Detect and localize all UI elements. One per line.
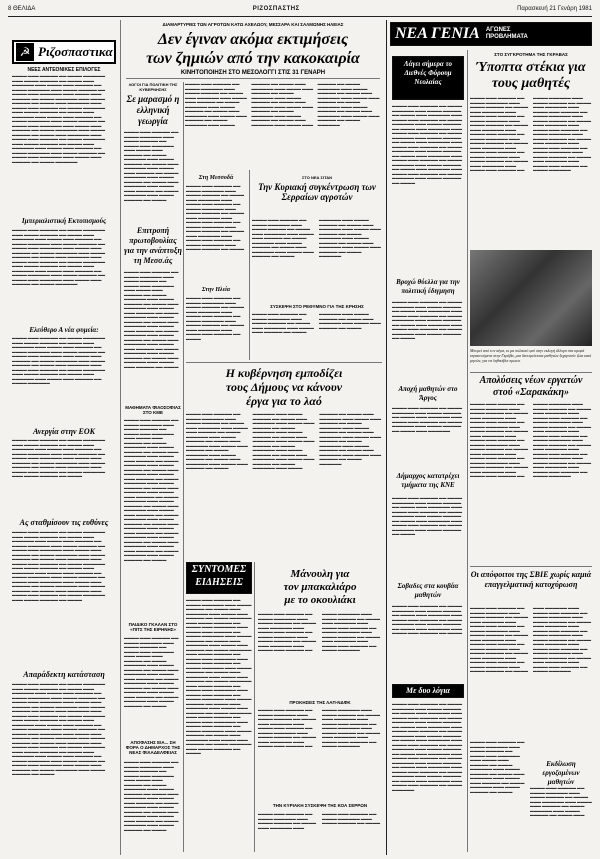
col2-text-block: ▬▬▬▬ ▬▬▬ ▬▬▬▬▬ ▬▬ ▬▬▬▬ ▬▬▬▬▬▬ ▬▬▬ ▬▬▬▬ ▬▬▬▬▬ ▬▬ ▬▬▬▬ ▬▬▬ ▬▬▬▬▬▬ ▬▬▬ ▬▬▬▬ ▬▬▬ ▬▬▬▬▬ ▬▬ ▬▬▬▬ ▬▬▬▬▬▬ ▬▬▬ ▬▬▬▬ ▬▬▬▬▬ ▬▬ ▬▬▬▬ ▬▬▬ ▬▬▬▬▬▬ ▬▬▬ ▬▬▬▬ ▬▬▬ ▬▬▬▬▬ ▬▬ ▬▬▬▬ ▬▬▬▬▬▬ ▬▬▬ ▬▬▬▬ ▬▬▬▬▬ ▬▬ ▬▬▬▬ ▬▬▬ ▬▬▬▬▬▬ ▬▬▬ ▬▬▬▬ ▬▬▬ ▬▬▬▬▬ ▬▬ ▬▬▬▬ ▬▬▬▬▬▬ ▬▬▬ ▬▬▬▬ ▬▬▬▬▬ ▬▬ ▬▬▬▬ [124, 130, 179, 202]
right-headline-4: Εκδίλωση εργοζομένων μαθητών [542, 760, 580, 786]
manouli-line1: Μάνουλη για [290, 568, 350, 580]
syntomes-text-block: ▬▬▬▬ ▬▬▬ ▬▬▬▬▬ ▬▬ ▬▬▬▬ ▬▬▬▬▬▬ ▬▬▬ ▬▬▬▬ ▬▬▬▬▬ ▬▬ ▬▬▬▬ ▬▬▬ ▬▬▬▬▬▬ ▬▬▬ ▬▬▬▬ ▬▬▬ ▬▬▬▬▬ ▬▬ ▬▬▬▬ ▬▬▬▬▬▬ ▬▬▬ ▬▬▬▬ ▬▬▬▬▬ ▬▬ ▬▬▬▬ ▬▬▬ ▬▬▬▬▬▬ ▬▬▬ ▬▬▬▬ ▬▬▬ ▬▬▬▬▬ ▬▬ ▬▬▬▬ ▬▬▬▬▬▬ ▬▬▬ ▬▬▬▬ ▬▬▬▬▬ ▬▬ ▬▬▬▬ ▬▬▬ ▬▬▬▬▬▬ ▬▬▬ ▬▬▬▬ ▬▬▬ ▬▬▬▬▬ ▬▬ ▬▬▬▬ ▬▬▬▬▬▬ ▬▬▬ ▬▬▬▬ ▬▬▬▬▬ ▬▬ ▬▬▬▬ ▬▬▬ ▬▬▬▬▬▬ ▬▬▬ ▬▬▬▬ ▬▬▬ ▬▬▬▬▬ ▬▬ ▬▬▬▬ ▬▬▬▬▬▬ ▬▬▬ ▬▬▬▬ ▬▬▬▬▬ ▬▬ ▬▬▬▬ ▬▬▬ ▬▬▬▬▬▬ ▬▬▬ ▬▬▬▬ ▬▬▬ ▬▬▬▬▬ ▬▬ ▬▬▬▬ ▬▬▬▬▬▬ ▬▬▬ ▬▬▬▬ ▬▬▬▬▬ ▬▬ ▬▬▬▬ ▬▬▬ ▬▬▬▬▬▬ ▬▬▬ ▬▬▬▬ ▬▬▬ ▬▬▬▬▬ ▬▬ ▬▬▬▬ ▬▬▬▬▬▬ ▬▬▬ ▬▬▬▬ ▬▬▬▬▬ ▬▬ ▬▬▬▬ ▬▬▬ ▬▬▬▬▬▬ ▬▬▬ ▬▬▬▬ ▬▬▬ ▬▬▬▬▬ ▬▬ ▬▬▬▬ ▬▬▬▬▬▬ ▬▬▬ ▬▬▬▬ ▬▬▬▬▬ ▬▬ ▬▬▬▬ ▬▬▬ ▬▬▬▬▬▬ ▬▬▬ ▬▬▬▬ ▬▬▬ ▬▬▬▬▬ ▬▬ ▬▬▬▬ ▬▬▬▬▬▬ ▬▬▬ ▬▬▬▬ ▬▬▬▬▬ ▬▬ ▬▬▬▬ ▬▬▬ ▬▬▬▬▬▬ ▬▬▬ ▬▬▬▬ ▬▬▬ ▬▬▬▬▬ ▬▬ ▬▬▬▬ ▬▬▬▬▬▬ ▬▬▬ ▬▬▬▬ ▬▬▬▬▬ ▬▬ ▬▬▬▬ [186, 598, 252, 755]
hammer-sickle-icon: ☭ [16, 43, 34, 61]
forum-headline: Λάγει σήμερα το Διεθνές Φόρουμ Νεολαίας [403, 60, 453, 86]
col2-text-block: ▬▬▬▬ ▬▬▬ ▬▬▬▬▬ ▬▬ ▬▬▬▬ ▬▬▬▬▬▬ ▬▬▬ ▬▬▬▬ ▬▬▬▬▬ ▬▬ ▬▬▬▬ ▬▬▬ ▬▬▬▬▬▬ ▬▬▬ ▬▬▬▬ ▬▬▬ ▬▬▬▬▬ ▬▬ ▬▬▬▬ ▬▬▬▬▬▬ ▬▬▬ ▬▬▬▬ ▬▬▬▬▬ ▬▬ ▬▬▬▬ ▬▬▬ ▬▬▬▬▬▬ ▬▬▬ ▬▬▬▬ ▬▬▬ ▬▬▬▬▬ ▬▬ ▬▬▬▬ ▬▬▬▬▬▬ ▬▬▬ ▬▬▬▬ ▬▬▬▬▬ ▬▬ ▬▬▬▬ ▬▬▬ ▬▬▬▬▬▬ ▬▬▬ ▬▬▬▬ ▬▬▬ ▬▬▬▬▬ ▬▬ ▬▬▬▬ ▬▬▬▬▬▬ ▬▬▬ ▬▬▬▬ ▬▬▬▬▬ ▬▬ ▬▬▬▬ ▬▬▬ ▬▬▬▬▬▬ ▬▬▬ ▬▬▬▬ ▬▬▬ ▬▬▬▬▬ ▬▬ ▬▬▬▬ ▬▬▬▬▬▬ ▬▬▬ ▬▬▬▬ ▬▬▬▬▬ ▬▬ ▬▬▬▬ ▬▬▬ ▬▬▬▬▬▬ ▬▬▬ ▬▬▬▬ ▬▬▬ ▬▬▬▬▬ ▬▬ ▬▬▬▬ ▬▬▬▬▬▬ ▬▬▬ ▬▬▬▬ ▬▬▬▬▬ ▬▬ ▬▬▬▬ ▬▬▬ ▬▬▬▬▬▬ ▬▬▬ ▬▬▬▬ ▬▬▬ ▬▬▬▬▬ ▬▬ ▬▬▬▬ ▬▬▬▬▬▬ ▬▬▬ ▬▬▬▬ ▬▬▬▬▬ ▬▬ ▬▬▬▬ ▬▬▬ ▬▬▬▬▬▬ ▬▬▬ ▬▬▬▬ ▬▬▬ ▬▬▬▬▬ ▬▬ ▬▬▬▬ ▬▬▬▬▬▬ ▬▬▬ ▬▬▬▬ ▬▬▬▬▬ ▬▬ ▬▬▬▬ [124, 418, 179, 562]
page-number: 8 ΘΕΛΙΔΑ [8, 6, 36, 12]
section-rule [186, 362, 382, 363]
right-headline-1: Ύποπτα στέκια για τους μαθητές [476, 60, 586, 91]
forum-box [392, 56, 464, 100]
nea-genia-headline-3: Δήμαρχος κατατρέχει τμήματα της ΚΝΕ [396, 472, 460, 489]
col2-text-block: ▬▬▬▬ ▬▬▬ ▬▬▬▬▬ ▬▬ ▬▬▬▬ ▬▬▬▬▬▬ ▬▬▬ ▬▬▬▬ ▬▬▬▬▬ ▬▬ ▬▬▬▬ ▬▬▬ ▬▬▬▬▬▬ ▬▬▬ ▬▬▬▬ ▬▬▬ ▬▬▬▬▬ ▬▬ ▬▬▬▬ ▬▬▬▬▬▬ ▬▬▬ ▬▬▬▬ ▬▬▬▬▬ ▬▬ ▬▬▬▬ ▬▬▬ ▬▬▬▬▬▬ ▬▬▬ ▬▬▬▬ ▬▬▬ ▬▬▬▬▬ ▬▬ ▬▬▬▬ ▬▬▬▬▬▬ ▬▬▬ ▬▬▬▬ ▬▬▬▬▬ ▬▬ ▬▬▬▬ ▬▬▬ ▬▬▬▬▬▬ ▬▬▬ ▬▬▬▬ ▬▬▬ ▬▬▬▬▬ ▬▬ ▬▬▬▬ ▬▬▬▬▬▬ ▬▬▬ ▬▬▬▬ ▬▬▬▬▬ ▬▬ ▬▬▬▬ [124, 636, 179, 708]
nea-genia-tag2: ΠΡΟΒΛΗΜΑΤΑ [485, 34, 528, 40]
section-rule [470, 566, 592, 567]
col3-headline-2: Στην Ηλεία [201, 287, 231, 293]
kyriaki-kicker: ΣΤΟ ΝΕΑ ΣΙΤΑΝ [302, 175, 332, 180]
syntomes-box [186, 562, 252, 594]
column-divider [467, 50, 468, 852]
nea-genia-text-block: ▬▬▬▬ ▬▬▬ ▬▬▬▬▬ ▬▬ ▬▬▬▬ ▬▬▬▬▬▬ ▬▬▬ ▬▬▬▬ ▬▬▬▬▬ ▬▬ ▬▬▬▬ ▬▬▬ ▬▬▬▬▬▬ ▬▬▬ ▬▬▬▬ ▬▬▬ ▬▬▬▬▬ ▬▬ ▬▬▬▬ ▬▬▬▬▬▬ ▬▬▬ ▬▬▬▬ ▬▬▬▬▬ ▬▬ ▬▬▬▬ ▬▬▬ ▬▬▬▬▬▬ [392, 406, 463, 433]
nea-genia-title: ΝΕΑ ΓΕΝΙΑ [395, 25, 480, 42]
col1-text-block: ▬▬▬▬ ▬▬▬ ▬▬▬▬▬ ▬▬ ▬▬▬▬ ▬▬▬▬▬▬ ▬▬▬ ▬▬▬▬ ▬▬▬▬▬ ▬▬ ▬▬▬▬ ▬▬▬ ▬▬▬▬▬▬ ▬▬▬ ▬▬▬▬ ▬▬▬ ▬▬▬▬▬ ▬▬ ▬▬▬▬ ▬▬▬▬▬▬ ▬▬▬ ▬▬▬▬ ▬▬▬▬▬ ▬▬ ▬▬▬▬ ▬▬▬ ▬▬▬▬▬▬ ▬▬▬ ▬▬▬▬ ▬▬▬ ▬▬▬▬▬ ▬▬ ▬▬▬▬ ▬▬▬▬▬▬ ▬▬▬ ▬▬▬▬ ▬▬▬▬▬ ▬▬ ▬▬▬▬ ▬▬▬ ▬▬▬▬▬▬ ▬▬▬ ▬▬▬▬ ▬▬▬ ▬▬▬▬▬ ▬▬ ▬▬▬▬ ▬▬▬▬▬▬ ▬▬▬ ▬▬▬▬ ▬▬▬▬▬ ▬▬ ▬▬▬▬ ▬▬▬ ▬▬▬▬▬▬ ▬▬▬ ▬▬▬▬ ▬▬▬ ▬▬▬▬▬ ▬▬ ▬▬▬▬ ▬▬▬▬▬▬ [12, 336, 106, 385]
me-dyo-logia-box [392, 684, 464, 698]
col2-headline-5: ΑΠΟΦΑΣΗΣ ΕΙΑ... ΣΗ ΦΟΡΑ Ο ΔΗΜΑΡΧΟΣ ΤΗΣ ΝΕΑΣ ΦΙΛΑΔΕΛΦΕΙΑΣ [125, 740, 181, 755]
nea-genia-text-block: ▬▬▬▬ ▬▬▬ ▬▬▬▬▬ ▬▬ ▬▬▬▬ ▬▬▬▬▬▬ ▬▬▬ ▬▬▬▬ ▬▬▬▬▬ ▬▬ ▬▬▬▬ ▬▬▬ ▬▬▬▬▬▬ ▬▬▬ ▬▬▬▬ ▬▬▬ ▬▬▬▬▬ ▬▬ ▬▬▬▬ ▬▬▬▬▬▬ ▬▬▬ ▬▬▬▬ ▬▬▬▬▬ ▬▬ ▬▬▬▬ ▬▬▬ ▬▬▬▬▬▬ ▬▬▬ ▬▬▬▬ ▬▬▬ ▬▬▬▬▬ ▬▬ ▬▬▬▬ ▬▬▬▬▬▬ ▬▬▬ ▬▬▬▬ ▬▬▬▬▬ ▬▬ ▬▬▬▬ [392, 496, 463, 536]
kyvernisi-line2: τους Δήμους να κάνουν [225, 380, 343, 394]
col1-text-block: ▬▬▬▬ ▬▬▬ ▬▬▬▬▬ ▬▬ ▬▬▬▬ ▬▬▬▬▬▬ ▬▬▬ ▬▬▬▬ ▬▬▬▬▬ ▬▬ ▬▬▬▬ ▬▬▬ ▬▬▬▬▬▬ ▬▬▬ ▬▬▬▬ ▬▬▬ ▬▬▬▬▬ ▬▬ ▬▬▬▬ ▬▬▬▬▬▬ ▬▬▬ ▬▬▬▬ ▬▬▬▬▬ ▬▬ ▬▬▬▬ ▬▬▬ ▬▬▬▬▬▬ ▬▬▬ ▬▬▬▬ ▬▬▬ ▬▬▬▬▬ ▬▬ ▬▬▬▬ ▬▬▬▬▬▬ ▬▬▬ ▬▬▬▬ ▬▬▬▬▬ ▬▬ ▬▬▬▬ ▬▬▬ ▬▬▬▬▬▬ ▬▬▬ ▬▬▬▬ ▬▬▬ ▬▬▬▬▬ ▬▬ ▬▬▬▬ ▬▬▬▬▬▬ ▬▬▬ ▬▬▬▬ ▬▬▬▬▬ ▬▬ ▬▬▬▬ ▬▬▬ ▬▬▬▬▬▬ ▬▬▬ ▬▬▬▬ ▬▬▬ ▬▬▬▬▬ ▬▬ ▬▬▬▬ ▬▬▬▬▬▬ ▬▬▬ ▬▬▬▬ ▬▬▬▬▬ ▬▬ ▬▬▬▬ ▬▬▬ ▬▬▬▬▬▬ ▬▬▬ ▬▬▬▬ ▬▬▬ ▬▬▬▬▬ ▬▬ ▬▬▬▬ ▬▬▬▬▬▬ [12, 228, 106, 286]
syntomes-line2: ΕΙΔΗΣΕΙΣ [195, 577, 243, 588]
col1-kicker: ΝΕΕΣ ΑΝΤΕΟΝΙΚΕΣ ΕΠΙΛΟΓΕΣ [27, 67, 101, 73]
photo-caption: Μπορεί από τον αέρα, κι μα πολιτικό φεύ στην εκλογή έλλογα στα κρυφά κηπαινούμενα στην Γκράβα, μια δευτερεύουσα μαθητών ξεχαρνούν ζώα κακί μηνών, για να ληθικέβιπ πρωτα. [470, 348, 592, 363]
col1-text-block: ▬▬▬▬ ▬▬▬ ▬▬▬▬▬ ▬▬ ▬▬▬▬ ▬▬▬▬▬▬ ▬▬▬ ▬▬▬▬ ▬▬▬▬▬ ▬▬ ▬▬▬▬ ▬▬▬ ▬▬▬▬▬▬ ▬▬▬ ▬▬▬▬ ▬▬▬ ▬▬▬▬▬ ▬▬ ▬▬▬▬ ▬▬▬▬▬▬ ▬▬▬ ▬▬▬▬ ▬▬▬▬▬ ▬▬ ▬▬▬▬ ▬▬▬ ▬▬▬▬▬▬ ▬▬▬ ▬▬▬▬ ▬▬▬ ▬▬▬▬▬ ▬▬ ▬▬▬▬ ▬▬▬▬▬▬ ▬▬▬ ▬▬▬▬ ▬▬▬▬▬ ▬▬ ▬▬▬▬ ▬▬▬ ▬▬▬▬▬▬ ▬▬▬ ▬▬▬▬ ▬▬▬ ▬▬▬▬▬ ▬▬ ▬▬▬▬ ▬▬▬▬▬▬ ▬▬▬ ▬▬▬▬ ▬▬▬▬▬ ▬▬ ▬▬▬▬ ▬▬▬ ▬▬▬▬▬▬ ▬▬▬ ▬▬▬▬ ▬▬▬ ▬▬▬▬▬ ▬▬ ▬▬▬▬ ▬▬▬▬▬▬ ▬▬▬ ▬▬▬▬ ▬▬▬▬▬ ▬▬ ▬▬▬▬ ▬▬▬ ▬▬▬▬▬▬ ▬▬▬ ▬▬▬▬ ▬▬▬ ▬▬▬▬▬ ▬▬ ▬▬▬▬ ▬▬▬▬▬▬ ▬▬▬ ▬▬▬▬ ▬▬▬▬▬ ▬▬ ▬▬▬▬ ▬▬▬ ▬▬▬▬▬▬ ▬▬▬ ▬▬▬▬ ▬▬▬ ▬▬▬▬▬ ▬▬ ▬▬▬▬ ▬▬▬▬▬▬ ▬▬▬ ▬▬▬▬ ▬▬▬▬▬ ▬▬ ▬▬▬▬ ▬▬▬ ▬▬▬▬▬▬ ▬▬▬ ▬▬▬▬ ▬▬▬ ▬▬▬▬▬ ▬▬ ▬▬▬▬ ▬▬▬▬▬▬ ▬▬▬ ▬▬▬▬ ▬▬▬▬▬ ▬▬ ▬▬▬▬ ▬▬▬ ▬▬▬▬▬▬ ▬▬▬ ▬▬▬▬ ▬▬▬ ▬▬▬▬▬ ▬▬ ▬▬▬▬ ▬▬▬▬▬▬ [12, 74, 106, 164]
column-divider [254, 562, 255, 852]
nea-genia-headline-1: Βροχώ θύελλα για την πολιτική έδιγμηση [396, 278, 460, 295]
rizospastika-logo [12, 40, 116, 64]
kyriaki-headline: Την Κυριακή συγκέντρωση των Σερραίων αγροτών [258, 182, 376, 202]
col2-headline-3: ΜΑΘΗΜΑΤΑ ΦΙΛΟΣΟΦΙΑΣ ΣΤΟ ΚΜΕ [125, 405, 181, 415]
col2-headline-4: ΠΑΙΔΙΚΟ ΓΚΑΛΑΝ ΣΤΟ «ΠΙΤΣ ΤΗΣ ΕΙΡΗΝΗΣ» [128, 622, 178, 632]
manouli-text-block: ▬▬▬▬ ▬▬▬ ▬▬▬▬▬ ▬▬ ▬▬▬▬ ▬▬▬▬▬▬ ▬▬▬ ▬▬▬▬ ▬▬▬▬▬ ▬▬ ▬▬▬▬ ▬▬▬ ▬▬▬▬▬▬ ▬▬▬ ▬▬▬▬ ▬▬▬ ▬▬▬▬▬ ▬▬ ▬▬▬▬ ▬▬▬▬▬▬ ▬▬▬ ▬▬▬▬ ▬▬▬▬▬ ▬▬ ▬▬▬▬ ▬▬▬ ▬▬▬▬▬▬ ▬▬▬ ▬▬▬▬ ▬▬▬ ▬▬▬▬▬ ▬▬ ▬▬▬▬ ▬▬▬▬▬▬ ▬▬▬ ▬▬▬▬ ▬▬▬▬▬ ▬▬ ▬▬▬▬ ▬▬▬ ▬▬▬▬▬▬ ▬▬▬ ▬▬▬▬ ▬▬▬ ▬▬▬▬▬ ▬▬ ▬▬▬▬ ▬▬▬▬▬▬ ▬▬▬ ▬▬▬▬ ▬▬▬▬▬ ▬▬ ▬▬▬▬ ▬▬▬ ▬▬▬▬▬▬ ▬▬▬ ▬▬▬▬ ▬▬▬ ▬▬▬▬▬ ▬▬ ▬▬▬▬ ▬▬▬▬▬▬ [258, 708, 381, 748]
col2-headline-2: Επιτροπή πρωτοβουλίας για την ανάπτυξη τη Μεσσ.άς [124, 226, 182, 265]
banner-rule [126, 78, 380, 79]
kyriaki-text-block: ▬▬▬▬ ▬▬▬ ▬▬▬▬▬ ▬▬ ▬▬▬▬ ▬▬▬▬▬▬ ▬▬▬ ▬▬▬▬ ▬▬▬▬▬ ▬▬ ▬▬▬▬ ▬▬▬ ▬▬▬▬▬▬ ▬▬▬ ▬▬▬▬ ▬▬▬ ▬▬▬▬▬ ▬▬ ▬▬▬▬ ▬▬▬▬▬▬ ▬▬▬ ▬▬▬▬ ▬▬▬▬▬ ▬▬ ▬▬▬▬ ▬▬▬ ▬▬▬▬▬▬ ▬▬▬ ▬▬▬▬ ▬▬▬ ▬▬▬▬▬ ▬▬ ▬▬▬▬ [252, 312, 381, 334]
col2-text-block: ▬▬▬▬ ▬▬▬ ▬▬▬▬▬ ▬▬ ▬▬▬▬ ▬▬▬▬▬▬ ▬▬▬ ▬▬▬▬ ▬▬▬▬▬ ▬▬ ▬▬▬▬ ▬▬▬ ▬▬▬▬▬▬ ▬▬▬ ▬▬▬▬ ▬▬▬ ▬▬▬▬▬ ▬▬ ▬▬▬▬ ▬▬▬▬▬▬ ▬▬▬ ▬▬▬▬ ▬▬▬▬▬ ▬▬ ▬▬▬▬ ▬▬▬ ▬▬▬▬▬▬ ▬▬▬ ▬▬▬▬ ▬▬▬ ▬▬▬▬▬ ▬▬ ▬▬▬▬ ▬▬▬▬▬▬ ▬▬▬ ▬▬▬▬ ▬▬▬▬▬ ▬▬ ▬▬▬▬ ▬▬▬ ▬▬▬▬▬▬ ▬▬▬ ▬▬▬▬ ▬▬▬ ▬▬▬▬▬ ▬▬ ▬▬▬▬ ▬▬▬▬▬▬ ▬▬▬ ▬▬▬▬ ▬▬▬▬▬ ▬▬ ▬▬▬▬ ▬▬▬ ▬▬▬▬▬▬ ▬▬▬ ▬▬▬▬ ▬▬▬ ▬▬▬▬▬ ▬▬ ▬▬▬▬ ▬▬▬▬▬▬ ▬▬▬ ▬▬▬▬ ▬▬▬▬▬ ▬▬ ▬▬▬▬ ▬▬▬ ▬▬▬▬▬▬ ▬▬▬ ▬▬▬▬ ▬▬▬ ▬▬▬▬▬ ▬▬ ▬▬▬▬ [124, 270, 179, 369]
col1-headline-3: Ανεργία στην ΕΟΚ [33, 427, 95, 436]
right-text-block: ▬▬▬▬ ▬▬▬ ▬▬▬▬▬ ▬▬ ▬▬▬▬ ▬▬▬▬▬▬ ▬▬▬ ▬▬▬▬ ▬▬▬▬▬ ▬▬ ▬▬▬▬ ▬▬▬ ▬▬▬▬▬▬ ▬▬▬ ▬▬▬▬ ▬▬▬ ▬▬▬▬▬ ▬▬ ▬▬▬▬ ▬▬▬▬▬▬ ▬▬▬ ▬▬▬▬ ▬▬▬▬▬ ▬▬ ▬▬▬▬ ▬▬▬ ▬▬▬▬▬▬ ▬▬▬ ▬▬▬▬ ▬▬▬ ▬▬▬▬▬ ▬▬ ▬▬▬▬ ▬▬▬▬▬▬ ▬▬▬ ▬▬▬▬ ▬▬▬▬▬ ▬▬ ▬▬▬▬ ▬▬▬ ▬▬▬▬▬▬ ▬▬▬ ▬▬▬▬ ▬▬▬ ▬▬▬▬▬ ▬▬ ▬▬▬▬ ▬▬▬▬▬▬ ▬▬▬ ▬▬▬▬ ▬▬▬▬▬ ▬▬ ▬▬▬▬ ▬▬▬ ▬▬▬▬▬▬ ▬▬▬ ▬▬▬▬ ▬▬▬ ▬▬▬▬▬ ▬▬ ▬▬▬▬ ▬▬▬▬▬▬ ▬▬▬ ▬▬▬▬ ▬▬▬▬▬ ▬▬ ▬▬▬▬ ▬▬▬ ▬▬▬▬▬▬ ▬▬▬ ▬▬▬▬ ▬▬▬ ▬▬▬▬▬ ▬▬ ▬▬▬▬ ▬▬▬▬▬▬ ▬▬▬ ▬▬▬▬ ▬▬▬▬▬ ▬▬ ▬▬▬▬ ▬▬▬ ▬▬▬▬▬▬ ▬▬▬ ▬▬▬▬ ▬▬▬ ▬▬▬▬▬ ▬▬ ▬▬▬▬ ▬▬▬▬▬▬ ▬▬▬ ▬▬▬▬ ▬▬▬▬▬ ▬▬ ▬▬▬▬ ▬▬▬ ▬▬▬▬▬▬ ▬▬▬ ▬▬▬▬ ▬▬▬ ▬▬▬▬▬ ▬▬ ▬▬▬▬ ▬▬▬▬▬▬ [470, 606, 592, 673]
right-headline-3: Οι απόφοιτοι της ΣΒΙΕ χωρίς καμιά επαγγελματική κατοχύρωση [470, 570, 592, 589]
col3-text-block: ▬▬▬▬ ▬▬▬ ▬▬▬▬▬ ▬▬ ▬▬▬▬ ▬▬▬▬▬▬ ▬▬▬ ▬▬▬▬ ▬▬▬▬▬ ▬▬ ▬▬▬▬ ▬▬▬ ▬▬▬▬▬▬ ▬▬▬ ▬▬▬▬ ▬▬▬ ▬▬▬▬▬ ▬▬ ▬▬▬▬ ▬▬▬▬▬▬ ▬▬▬ ▬▬▬▬ ▬▬▬▬▬ ▬▬ ▬▬▬▬ ▬▬▬ ▬▬▬▬▬▬ ▬▬▬ ▬▬▬▬ ▬▬▬ ▬▬▬▬▬ ▬▬ ▬▬▬▬ ▬▬▬▬▬▬ ▬▬▬ ▬▬▬▬ ▬▬▬▬▬ ▬▬ ▬▬▬▬ ▬▬▬ ▬▬▬▬▬▬ ▬▬▬ ▬▬▬▬ ▬▬▬ ▬▬▬▬▬ ▬▬ ▬▬▬▬ ▬▬▬▬▬▬ ▬▬▬ ▬▬▬▬ ▬▬▬▬▬ ▬▬ ▬▬▬▬ [186, 184, 245, 251]
paper-title: ΡΙΖΟΣΠΑΣΤΗΣ [252, 6, 300, 12]
col1-text-block: ▬▬▬▬ ▬▬▬ ▬▬▬▬▬ ▬▬ ▬▬▬▬ ▬▬▬▬▬▬ ▬▬▬ ▬▬▬▬ ▬▬▬▬▬ ▬▬ ▬▬▬▬ ▬▬▬ ▬▬▬▬▬▬ ▬▬▬ ▬▬▬▬ ▬▬▬ ▬▬▬▬▬ ▬▬ ▬▬▬▬ ▬▬▬▬▬▬ ▬▬▬ ▬▬▬▬ ▬▬▬▬▬ ▬▬ ▬▬▬▬ ▬▬▬ ▬▬▬▬▬▬ ▬▬▬ ▬▬▬▬ ▬▬▬ ▬▬▬▬▬ ▬▬ ▬▬▬▬ ▬▬▬▬▬▬ ▬▬▬ ▬▬▬▬ ▬▬▬▬▬ ▬▬ ▬▬▬▬ ▬▬▬ ▬▬▬▬▬▬ ▬▬▬ ▬▬▬▬ ▬▬▬ ▬▬▬▬▬ ▬▬ ▬▬▬▬ ▬▬▬▬▬▬ ▬▬▬ ▬▬▬▬ ▬▬▬▬▬ ▬▬ ▬▬▬▬ ▬▬▬ ▬▬▬▬▬▬ ▬▬▬ ▬▬▬▬ ▬▬▬ ▬▬▬▬▬ ▬▬ ▬▬▬▬ ▬▬▬▬▬▬ ▬▬▬ ▬▬▬▬ ▬▬▬▬▬ ▬▬ ▬▬▬▬ ▬▬▬ ▬▬▬▬▬▬ ▬▬▬ ▬▬▬▬ ▬▬▬ ▬▬▬▬▬ ▬▬ ▬▬▬▬ ▬▬▬▬▬▬ ▬▬▬ ▬▬▬▬ ▬▬▬▬▬ ▬▬ ▬▬▬▬ ▬▬▬ ▬▬▬▬▬▬ ▬▬▬ ▬▬▬▬ ▬▬▬ ▬▬▬▬▬ ▬▬ ▬▬▬▬ ▬▬▬▬▬▬ ▬▬▬ ▬▬▬▬ ▬▬▬▬▬ ▬▬ ▬▬▬▬ [12, 530, 106, 602]
nea-genia-banner [390, 22, 592, 46]
col1-headline-5: Απαράδεκτη κατάσταση [23, 670, 105, 679]
banner-headline-line2: των ζημιών από την κακοκαιρία [146, 50, 360, 67]
col1-text-block: ▬▬▬▬ ▬▬▬ ▬▬▬▬▬ ▬▬ ▬▬▬▬ ▬▬▬▬▬▬ ▬▬▬ ▬▬▬▬ ▬▬▬▬▬ ▬▬ ▬▬▬▬ ▬▬▬ ▬▬▬▬▬▬ ▬▬▬ ▬▬▬▬ ▬▬▬ ▬▬▬▬▬ ▬▬ ▬▬▬▬ ▬▬▬▬▬▬ ▬▬▬ ▬▬▬▬ ▬▬▬▬▬ ▬▬ ▬▬▬▬ ▬▬▬ ▬▬▬▬▬▬ ▬▬▬ ▬▬▬▬ ▬▬▬ ▬▬▬▬▬ ▬▬ ▬▬▬▬ ▬▬▬▬▬▬ ▬▬▬ ▬▬▬▬ ▬▬▬▬▬ ▬▬ ▬▬▬▬ ▬▬▬ ▬▬▬▬▬▬ ▬▬▬ ▬▬▬▬ ▬▬▬ ▬▬▬▬▬ ▬▬ ▬▬▬▬ ▬▬▬▬▬▬ ▬▬▬ ▬▬▬▬ ▬▬▬▬▬ ▬▬ ▬▬▬▬ [12, 438, 106, 478]
right-kicker: ΣΤΟ ΣΥΓΚΡΟΤΗΜΑ ΤΗΣ ΓΚΡΑΒΑΣ [494, 52, 568, 57]
col2-kicker: ΛΟΓΟΙ ΓΙΑ ΠΟΛΙΤΙΚΗ ΤΗΣ ΚΥΒΕΡΝΗΣΗΣ [128, 82, 178, 92]
right-text-block: ▬▬▬▬ ▬▬▬ ▬▬▬▬▬ ▬▬ ▬▬▬▬ ▬▬▬▬▬▬ ▬▬▬ ▬▬▬▬ ▬▬▬▬▬ ▬▬ ▬▬▬▬ ▬▬▬ ▬▬▬▬▬▬ ▬▬▬ ▬▬▬▬ ▬▬▬ ▬▬▬▬▬ ▬▬ ▬▬▬▬ ▬▬▬▬▬▬ ▬▬▬ ▬▬▬▬ ▬▬▬▬▬ ▬▬ ▬▬▬▬ ▬▬▬ ▬▬▬▬▬▬ ▬▬▬ ▬▬▬▬ ▬▬▬ ▬▬▬▬▬ ▬▬ ▬▬▬▬ ▬▬▬▬▬▬ ▬▬▬ ▬▬▬▬ ▬▬▬▬▬ ▬▬ ▬▬▬▬ ▬▬▬ ▬▬▬▬▬▬ ▬▬▬ ▬▬▬▬ ▬▬▬ ▬▬▬▬▬ ▬▬ ▬▬▬▬ ▬▬▬▬▬▬ ▬▬▬ ▬▬▬▬ ▬▬▬▬▬ ▬▬ ▬▬▬▬ ▬▬▬ ▬▬▬▬▬▬ ▬▬▬ ▬▬▬▬ ▬▬▬ ▬▬▬▬▬ ▬▬ ▬▬▬▬ ▬▬▬▬▬▬ ▬▬▬ ▬▬▬▬ ▬▬▬▬▬ ▬▬ ▬▬▬▬ ▬▬▬ ▬▬▬▬▬▬ ▬▬▬ ▬▬▬▬ ▬▬▬ ▬▬▬▬▬ ▬▬ ▬▬▬▬ ▬▬▬▬▬▬ ▬▬▬ ▬▬▬▬ ▬▬▬▬▬ ▬▬ ▬▬▬▬ ▬▬▬ ▬▬▬▬▬▬ ▬▬▬ ▬▬▬▬ ▬▬▬ ▬▬▬▬▬ ▬▬ ▬▬▬▬ ▬▬▬▬▬▬ ▬▬▬ ▬▬▬▬ ▬▬▬▬▬ ▬▬ ▬▬▬▬ ▬▬▬ ▬▬▬▬▬▬ ▬▬▬ ▬▬▬▬ ▬▬▬ ▬▬▬▬▬ ▬▬ ▬▬▬▬ ▬▬▬▬▬▬ ▬▬▬ ▬▬▬▬ ▬▬▬▬▬ ▬▬ ▬▬▬▬ ▬▬▬ ▬▬▬▬▬▬ ▬▬▬ ▬▬▬▬ ▬▬▬ ▬▬▬▬▬ ▬▬ ▬▬▬▬ ▬▬▬▬▬▬ [470, 402, 592, 478]
nea-genia-headline-4: Σοβαδες στα κουβάα μαθητών [397, 582, 459, 599]
kyvernisi-line1: Η κυβέρνηση εμποδίζει [225, 366, 343, 380]
nea-genia-text-block: ▬▬▬▬ ▬▬▬ ▬▬▬▬▬ ▬▬ ▬▬▬▬ ▬▬▬▬▬▬ ▬▬▬ ▬▬▬▬ ▬▬▬▬▬ ▬▬ ▬▬▬▬ ▬▬▬ ▬▬▬▬▬▬ ▬▬▬ ▬▬▬▬ ▬▬▬ ▬▬▬▬▬ ▬▬ ▬▬▬▬ ▬▬▬▬▬▬ ▬▬▬ ▬▬▬▬ ▬▬▬▬▬ ▬▬ ▬▬▬▬ ▬▬▬ ▬▬▬▬▬▬ ▬▬▬ ▬▬▬▬ ▬▬▬ ▬▬▬▬▬ ▬▬ ▬▬▬▬ [392, 604, 463, 635]
col1-headline-4: Ας σταθμίσουν τις ευθύνες [19, 518, 109, 527]
right-text-block: ▬▬▬▬ ▬▬▬ ▬▬▬▬▬ ▬▬ ▬▬▬▬ ▬▬▬▬▬▬ ▬▬▬ ▬▬▬▬ ▬▬▬▬▬ ▬▬ ▬▬▬▬ ▬▬▬ ▬▬▬▬▬▬ ▬▬▬ ▬▬▬▬ ▬▬▬ ▬▬▬▬▬ ▬▬ ▬▬▬▬ ▬▬▬▬▬▬ ▬▬▬ ▬▬▬▬ ▬▬▬▬▬ ▬▬ ▬▬▬▬ ▬▬▬ ▬▬▬▬▬▬ ▬▬▬ ▬▬▬▬ ▬▬▬ ▬▬▬▬▬ ▬▬ ▬▬▬▬ ▬▬▬▬▬▬ ▬▬▬ ▬▬▬▬ ▬▬▬▬▬ ▬▬ ▬▬▬▬ ▬▬▬ ▬▬▬▬▬▬ ▬▬▬ ▬▬▬▬ ▬▬▬ ▬▬▬▬▬ ▬▬ ▬▬▬▬ ▬▬▬▬▬▬ ▬▬▬ ▬▬▬▬ ▬▬▬▬▬ ▬▬ ▬▬▬▬ ▬▬▬ ▬▬▬▬▬▬ ▬▬▬ ▬▬▬▬ ▬▬▬ ▬▬▬▬▬ ▬▬ ▬▬▬▬ ▬▬▬▬▬▬ ▬▬▬ ▬▬▬▬ ▬▬▬▬▬ ▬▬ ▬▬▬▬ ▬▬▬ ▬▬▬▬▬▬ ▬▬▬ ▬▬▬▬ ▬▬▬ ▬▬▬▬▬ ▬▬ ▬▬▬▬ ▬▬▬▬▬▬ ▬▬▬ ▬▬▬▬ ▬▬▬▬▬ ▬▬ ▬▬▬▬ ▬▬▬ ▬▬▬▬▬▬ ▬▬▬ ▬▬▬▬ ▬▬▬ ▬▬▬▬▬ ▬▬ ▬▬▬▬ ▬▬▬▬▬▬ ▬▬▬ ▬▬▬▬ ▬▬▬▬▬ ▬▬ ▬▬▬▬ ▬▬▬ ▬▬▬▬▬▬ ▬▬▬ ▬▬▬▬ ▬▬▬ ▬▬▬▬▬ ▬▬ ▬▬▬▬ ▬▬▬▬▬▬ ▬▬▬ ▬▬▬▬ ▬▬▬▬▬ ▬▬ ▬▬▬▬ ▬▬▬ ▬▬▬▬▬▬ ▬▬▬ ▬▬▬▬ ▬▬▬ ▬▬▬▬▬ ▬▬ ▬▬▬▬ ▬▬▬▬▬▬ [470, 96, 592, 172]
students-photo [470, 250, 592, 346]
col2-text-block: ▬▬▬▬ ▬▬▬ ▬▬▬▬▬ ▬▬ ▬▬▬▬ ▬▬▬▬▬▬ ▬▬▬ ▬▬▬▬ ▬▬▬▬▬ ▬▬ ▬▬▬▬ ▬▬▬ ▬▬▬▬▬▬ ▬▬▬ ▬▬▬▬ ▬▬▬ ▬▬▬▬▬ ▬▬ ▬▬▬▬ ▬▬▬▬▬▬ ▬▬▬ ▬▬▬▬ ▬▬▬▬▬ ▬▬ ▬▬▬▬ ▬▬▬ ▬▬▬▬▬▬ ▬▬▬ ▬▬▬▬ ▬▬▬ ▬▬▬▬▬ ▬▬ ▬▬▬▬ ▬▬▬▬▬▬ ▬▬▬ ▬▬▬▬ ▬▬▬▬▬ ▬▬ ▬▬▬▬ ▬▬▬ ▬▬▬▬▬▬ ▬▬▬ ▬▬▬▬ ▬▬▬ ▬▬▬▬▬ ▬▬ ▬▬▬▬ ▬▬▬▬▬▬ ▬▬▬ ▬▬▬▬ ▬▬▬▬▬ ▬▬ ▬▬▬▬ [124, 760, 179, 832]
nea-genia-headline-2: Αποχή μαθητών στο Άργος [398, 385, 458, 402]
kyriaki-subhead: ΣΥΣΚΕΨΗ ΣΤΟ ΡΕΘΥΜΝΟ ΓΙΑ ΤΗΣ ΚΡΗΣΗΣ [270, 304, 364, 309]
manouli-text-block: ▬▬▬▬ ▬▬▬ ▬▬▬▬▬ ▬▬ ▬▬▬▬ ▬▬▬▬▬▬ ▬▬▬ ▬▬▬▬ ▬▬▬▬▬ ▬▬ ▬▬▬▬ ▬▬▬ ▬▬▬▬▬▬ ▬▬▬ ▬▬▬▬ ▬▬▬ ▬▬▬▬▬ ▬▬ ▬▬▬▬ ▬▬▬▬▬▬ ▬▬▬ ▬▬▬▬ ▬▬▬▬▬ ▬▬ ▬▬▬▬ ▬▬▬ ▬▬▬▬▬▬ ▬▬▬ ▬▬▬▬ ▬▬▬ ▬▬▬▬▬ ▬▬ ▬▬▬▬ ▬▬▬▬▬▬ ▬▬▬ ▬▬▬▬ ▬▬▬▬▬ ▬▬ ▬▬▬▬ ▬▬▬ ▬▬▬▬▬▬ ▬▬▬ ▬▬▬▬ ▬▬▬ ▬▬▬▬▬ ▬▬ ▬▬▬▬ ▬▬▬▬▬▬ ▬▬▬ ▬▬▬▬ ▬▬▬▬▬ ▬▬ ▬▬▬▬ ▬▬▬ ▬▬▬▬▬▬ ▬▬▬ ▬▬▬▬ ▬▬▬ ▬▬▬▬▬ ▬▬ ▬▬▬▬ ▬▬▬▬▬▬ [258, 612, 381, 652]
nea-genia-text-block: ▬▬▬▬ ▬▬▬ ▬▬▬▬▬ ▬▬ ▬▬▬▬ ▬▬▬▬▬▬ ▬▬▬ ▬▬▬▬ ▬▬▬▬▬ ▬▬ ▬▬▬▬ ▬▬▬ ▬▬▬▬▬▬ ▬▬▬ ▬▬▬▬ ▬▬▬ ▬▬▬▬▬ ▬▬ ▬▬▬▬ ▬▬▬▬▬▬ ▬▬▬ ▬▬▬▬ ▬▬▬▬▬ ▬▬ ▬▬▬▬ ▬▬▬ ▬▬▬▬▬▬ ▬▬▬ ▬▬▬▬ ▬▬▬ ▬▬▬▬▬ ▬▬ ▬▬▬▬ ▬▬▬▬▬▬ ▬▬▬ ▬▬▬▬ ▬▬▬▬▬ ▬▬ ▬▬▬▬ ▬▬▬ ▬▬▬▬▬▬ ▬▬▬ ▬▬▬▬ ▬▬▬ ▬▬▬▬▬ ▬▬ ▬▬▬▬ ▬▬▬▬▬▬ ▬▬▬ ▬▬▬▬ ▬▬▬▬▬ ▬▬ ▬▬▬▬ ▬▬▬ ▬▬▬▬▬▬ ▬▬▬ ▬▬▬▬ ▬▬▬ ▬▬▬▬▬ ▬▬ ▬▬▬▬ ▬▬▬▬▬▬ ▬▬▬ ▬▬▬▬ ▬▬▬▬▬ ▬▬ ▬▬▬▬ ▬▬▬ ▬▬▬▬▬▬ ▬▬▬ ▬▬▬▬ ▬▬▬ ▬▬▬▬▬ ▬▬ ▬▬▬▬ ▬▬▬▬▬▬ ▬▬▬ ▬▬▬▬ ▬▬▬▬▬ ▬▬ ▬▬▬▬ ▬▬▬ ▬▬▬▬▬▬ ▬▬▬ ▬▬▬▬ ▬▬▬ ▬▬▬▬▬ ▬▬ ▬▬▬▬ ▬▬▬▬▬▬ [392, 702, 463, 792]
issue-date: Παρασκευή 21 Γενάρη 1981 [517, 6, 592, 12]
nea-genia-text-block: ▬▬▬▬ ▬▬▬ ▬▬▬▬▬ ▬▬ ▬▬▬▬ ▬▬▬▬▬▬ ▬▬▬ ▬▬▬▬ ▬▬▬▬▬ ▬▬ ▬▬▬▬ ▬▬▬ ▬▬▬▬▬▬ ▬▬▬ ▬▬▬▬ ▬▬▬ ▬▬▬▬▬ ▬▬ ▬▬▬▬ ▬▬▬▬▬▬ ▬▬▬ ▬▬▬▬ ▬▬▬▬▬ ▬▬ ▬▬▬▬ ▬▬▬ ▬▬▬▬▬▬ ▬▬▬ ▬▬▬▬ ▬▬▬ ▬▬▬▬▬ ▬▬ ▬▬▬▬ ▬▬▬▬▬▬ ▬▬▬ ▬▬▬▬ ▬▬▬▬▬ ▬▬ ▬▬▬▬ ▬▬▬ ▬▬▬▬▬▬ ▬▬▬ ▬▬▬▬ ▬▬▬ ▬▬▬▬▬ ▬▬ ▬▬▬▬ ▬▬▬▬▬▬ ▬▬▬ ▬▬▬▬ ▬▬▬▬▬ ▬▬ ▬▬▬▬ ▬▬▬ ▬▬▬▬▬▬ ▬▬▬ ▬▬▬▬ ▬▬▬ ▬▬▬▬▬ ▬▬ ▬▬▬▬ ▬▬▬▬▬▬ ▬▬▬ ▬▬▬▬ ▬▬▬▬▬ ▬▬ ▬▬▬▬ ▬▬▬ ▬▬▬▬▬▬ ▬▬▬ ▬▬▬▬ ▬▬▬ ▬▬▬▬▬ ▬▬ ▬▬▬▬ ▬▬▬▬▬▬ ▬▬▬ ▬▬▬▬ ▬▬▬▬▬ ▬▬ ▬▬▬▬ [392, 104, 463, 185]
banner-subhead: ΚΙΝΗΤΟΠΟΙΗΣΗ ΣΤΟ ΜΕΣΟΛΟΓΓΙ ΣΤΙΣ 31 ΓΕΝΑΡΗ [180, 70, 326, 76]
column-divider [183, 82, 184, 852]
col3-headline-1: Στη Μεσσοδά [198, 175, 234, 181]
right-headline-2: Απολύσεις νέων εργατών στού «Σαρακάκη» [479, 375, 583, 398]
column-divider [249, 170, 250, 360]
nea-genia-tag1: ΑΓΩΝΕΣ [485, 27, 511, 33]
col2-headline-1: Σε μαρασμό η ελληνική γεωργία [126, 94, 180, 126]
col1-headline-1: Ιμπεριαλιστική Εκτοπισμούς [21, 217, 107, 225]
col3-text-block: ▬▬▬▬ ▬▬▬ ▬▬▬▬▬ ▬▬ ▬▬▬▬ ▬▬▬▬▬▬ ▬▬▬ ▬▬▬▬ ▬▬▬▬▬ ▬▬ ▬▬▬▬ ▬▬▬ ▬▬▬▬▬▬ ▬▬▬ ▬▬▬▬ ▬▬▬ ▬▬▬▬▬ ▬▬ ▬▬▬▬ ▬▬▬▬▬▬ ▬▬▬ ▬▬▬▬ ▬▬▬▬▬ ▬▬ ▬▬▬▬ ▬▬▬ ▬▬▬▬▬▬ ▬▬▬ ▬▬▬▬ ▬▬▬ ▬▬▬▬▬ ▬▬ ▬▬▬▬ [186, 296, 245, 341]
me-dyo-logia-title: Με δυο λόγια [406, 686, 450, 695]
section-divider [386, 20, 387, 855]
banner-headline-line1: Δεν έγιναν ακόμα εκτιμήσεις [157, 31, 349, 48]
banner-kicker: ΔΙΑΜΑΡΤΥΡΙΕΣ ΤΩΝ ΑΓΡΟΤΩΝ ΚΑΤΩ ΑΧΕΛΩΟΥ, ΜΕΣΣΑΡΑ ΚΑΙ ΣΑΛΜΩΝΗΣ ΗΛΕΙΑΣ [162, 22, 344, 27]
syntomes-line1: ΣΥΝΤΟΜΕΣ [191, 564, 247, 575]
right-text-block: ▬▬▬▬ ▬▬▬ ▬▬▬▬▬ ▬▬ ▬▬▬▬ ▬▬▬▬▬▬ ▬▬▬ ▬▬▬▬ ▬▬▬▬▬ ▬▬ ▬▬▬▬ ▬▬▬ ▬▬▬▬▬▬ ▬▬▬ ▬▬▬▬ ▬▬▬ ▬▬▬▬▬ ▬▬ ▬▬▬▬ ▬▬▬▬▬▬ ▬▬▬ ▬▬▬▬ ▬▬▬▬▬ ▬▬ ▬▬▬▬ ▬▬▬ [530, 786, 592, 817]
nea-genia-text-block: ▬▬▬▬ ▬▬▬ ▬▬▬▬▬ ▬▬ ▬▬▬▬ ▬▬▬▬▬▬ ▬▬▬ ▬▬▬▬ ▬▬▬▬▬ ▬▬ ▬▬▬▬ ▬▬▬ ▬▬▬▬▬▬ ▬▬▬ ▬▬▬▬ ▬▬▬ ▬▬▬▬▬ ▬▬ ▬▬▬▬ ▬▬▬▬▬▬ ▬▬▬ ▬▬▬▬ ▬▬▬▬▬ ▬▬ ▬▬▬▬ ▬▬▬ ▬▬▬▬▬▬ ▬▬▬ ▬▬▬▬ ▬▬▬ ▬▬▬▬▬ ▬▬ ▬▬▬▬ ▬▬▬▬▬▬ ▬▬▬ ▬▬▬▬ ▬▬▬▬▬ ▬▬ ▬▬▬▬ [392, 300, 463, 340]
manouli-kicker-2: ΤΗΝ ΚΥΡΙΑΚΗ ΣΥΣΚΕΨΗ ΤΗΣ ΚΟΑ ΣΕΡΡΩΝ [272, 803, 368, 808]
kyvernisi-text-block: ▬▬▬▬ ▬▬▬ ▬▬▬▬▬ ▬▬ ▬▬▬▬ ▬▬▬▬▬▬ ▬▬▬ ▬▬▬▬ ▬▬▬▬▬ ▬▬ ▬▬▬▬ ▬▬▬ ▬▬▬▬▬▬ ▬▬▬ ▬▬▬▬ ▬▬▬ ▬▬▬▬▬ ▬▬ ▬▬▬▬ ▬▬▬▬▬▬ ▬▬▬ ▬▬▬▬ ▬▬▬▬▬ ▬▬ ▬▬▬▬ ▬▬▬ ▬▬▬▬▬▬ ▬▬▬ ▬▬▬▬ ▬▬▬ ▬▬▬▬▬ ▬▬ ▬▬▬▬ ▬▬▬▬▬▬ ▬▬▬ ▬▬▬▬ ▬▬▬▬▬ ▬▬ ▬▬▬▬ ▬▬▬ ▬▬▬▬▬▬ ▬▬▬ ▬▬▬▬ ▬▬▬ ▬▬▬▬▬ ▬▬ ▬▬▬▬ ▬▬▬▬▬▬ ▬▬▬ ▬▬▬▬ ▬▬▬▬▬ ▬▬ ▬▬▬▬ ▬▬▬ ▬▬▬▬▬▬ ▬▬▬ ▬▬▬▬ ▬▬▬ ▬▬▬▬▬ ▬▬ ▬▬▬▬ ▬▬▬▬▬▬ ▬▬▬ ▬▬▬▬ ▬▬▬▬▬ ▬▬ ▬▬▬▬ ▬▬▬ ▬▬▬▬▬▬ ▬▬▬ ▬▬▬▬ ▬▬▬ ▬▬▬▬▬ ▬▬ ▬▬▬▬ ▬▬▬▬▬▬ ▬▬▬ ▬▬▬▬ ▬▬▬▬▬ ▬▬ ▬▬▬▬ ▬▬▬ ▬▬▬▬▬▬ ▬▬▬ ▬▬▬▬ ▬▬▬ ▬▬▬▬▬ ▬▬ ▬▬▬▬ ▬▬▬▬▬▬ ▬▬▬ ▬▬▬▬ ▬▬▬▬▬ ▬▬ ▬▬▬▬ ▬▬▬ ▬▬▬▬▬▬ ▬▬▬ ▬▬▬▬ ▬▬▬ ▬▬▬▬▬ ▬▬ ▬▬▬▬ ▬▬▬▬▬▬ ▬▬▬ ▬▬▬▬ ▬▬▬▬▬ ▬▬ ▬▬▬▬ ▬▬▬ ▬▬▬▬▬▬ ▬▬▬ ▬▬▬▬ ▬▬▬ ▬▬▬▬▬ ▬▬ ▬▬▬▬ ▬▬▬▬▬▬ ▬▬▬ ▬▬▬▬ ▬▬▬▬▬ ▬▬ ▬▬▬▬ ▬▬▬ ▬▬▬▬▬▬ ▬▬▬ ▬▬▬▬ ▬▬▬ ▬▬▬▬▬ ▬▬ ▬▬▬▬ ▬▬▬▬▬▬ [186, 412, 382, 470]
kyriaki-text-block: ▬▬▬▬ ▬▬▬ ▬▬▬▬▬ ▬▬ ▬▬▬▬ ▬▬▬▬▬▬ ▬▬▬ ▬▬▬▬ ▬▬▬▬▬ ▬▬ ▬▬▬▬ ▬▬▬ ▬▬▬▬▬▬ ▬▬▬ ▬▬▬▬ ▬▬▬ ▬▬▬▬▬ ▬▬ ▬▬▬▬ ▬▬▬▬▬▬ ▬▬▬ ▬▬▬▬ ▬▬▬▬▬ ▬▬ ▬▬▬▬ ▬▬▬ ▬▬▬▬▬▬ ▬▬▬ ▬▬▬▬ ▬▬▬ ▬▬▬▬▬ ▬▬ ▬▬▬▬ ▬▬▬▬▬▬ ▬▬▬ ▬▬▬▬ ▬▬▬▬▬ ▬▬ ▬▬▬▬ ▬▬▬ ▬▬▬▬▬▬ ▬▬▬ ▬▬▬▬ ▬▬▬ ▬▬▬▬▬ ▬▬ ▬▬▬▬ ▬▬▬▬▬▬ ▬▬▬ ▬▬▬▬ ▬▬▬▬▬ ▬▬ ▬▬▬▬ ▬▬▬ ▬▬▬▬▬▬ ▬▬▬ ▬▬▬▬ ▬▬▬ ▬▬▬▬▬ ▬▬ ▬▬▬▬ ▬▬▬▬▬▬ [252, 218, 381, 258]
right-text-block: ▬▬▬▬ ▬▬▬ ▬▬▬▬▬ ▬▬ ▬▬▬▬ ▬▬▬▬▬▬ ▬▬▬ ▬▬▬▬ ▬▬▬▬▬ ▬▬ ▬▬▬▬ ▬▬▬ ▬▬▬▬▬▬ ▬▬▬ ▬▬▬▬ ▬▬▬ ▬▬▬▬▬ ▬▬ ▬▬▬▬ ▬▬▬▬▬▬ ▬▬▬ ▬▬▬▬ ▬▬▬▬▬ ▬▬ ▬▬▬▬ ▬▬▬ ▬▬▬▬▬▬ ▬▬▬ ▬▬▬▬ ▬▬▬ ▬▬▬▬▬ ▬▬ ▬▬▬▬ ▬▬▬▬▬▬ ▬▬▬ ▬▬▬▬ ▬▬▬▬▬ ▬▬ ▬▬▬▬ [470, 740, 525, 794]
logo-name: Ριζοσπαστικα [38, 44, 113, 59]
kyvernisi-line3: έργα για το λαό [246, 394, 322, 408]
manouli-text-block: ▬▬▬▬ ▬▬▬ ▬▬▬▬▬ ▬▬ ▬▬▬▬ ▬▬▬▬▬▬ ▬▬▬ ▬▬▬▬ ▬▬▬▬▬ ▬▬ ▬▬▬▬ ▬▬▬ ▬▬▬▬▬▬ ▬▬▬ ▬▬▬▬ ▬▬▬ ▬▬▬▬▬ ▬▬ ▬▬▬▬ ▬▬▬▬▬▬ ▬▬▬ ▬▬▬▬ ▬▬▬▬▬ ▬▬ ▬▬▬▬ [258, 812, 381, 830]
manouli-kicker: ΠΡΟΚΗΣΕΙΣ ΤΗΣ ΛΑΠ-ΝΔΦΚ [289, 700, 351, 705]
column-divider [120, 20, 121, 855]
col1-text-block: ▬▬▬▬ ▬▬▬ ▬▬▬▬▬ ▬▬ ▬▬▬▬ ▬▬▬▬▬▬ ▬▬▬ ▬▬▬▬ ▬▬▬▬▬ ▬▬ ▬▬▬▬ ▬▬▬ ▬▬▬▬▬▬ ▬▬▬ ▬▬▬▬ ▬▬▬ ▬▬▬▬▬ ▬▬ ▬▬▬▬ ▬▬▬▬▬▬ ▬▬▬ ▬▬▬▬ ▬▬▬▬▬ ▬▬ ▬▬▬▬ ▬▬▬ ▬▬▬▬▬▬ ▬▬▬ ▬▬▬▬ ▬▬▬ ▬▬▬▬▬ ▬▬ ▬▬▬▬ ▬▬▬▬▬▬ ▬▬▬ ▬▬▬▬ ▬▬▬▬▬ ▬▬ ▬▬▬▬ ▬▬▬ ▬▬▬▬▬▬ ▬▬▬ ▬▬▬▬ ▬▬▬ ▬▬▬▬▬ ▬▬ ▬▬▬▬ ▬▬▬▬▬▬ ▬▬▬ ▬▬▬▬ ▬▬▬▬▬ ▬▬ ▬▬▬▬ ▬▬▬ ▬▬▬▬▬▬ ▬▬▬ ▬▬▬▬ ▬▬▬ ▬▬▬▬▬ ▬▬ ▬▬▬▬ ▬▬▬▬▬▬ ▬▬▬ ▬▬▬▬ ▬▬▬▬▬ ▬▬ ▬▬▬▬ ▬▬▬ ▬▬▬▬▬▬ ▬▬▬ ▬▬▬▬ ▬▬▬ ▬▬▬▬▬ ▬▬ ▬▬▬▬ ▬▬▬▬▬▬ ▬▬▬ ▬▬▬▬ ▬▬▬▬▬ ▬▬ ▬▬▬▬ ▬▬▬ ▬▬▬▬▬▬ ▬▬▬ ▬▬▬▬ ▬▬▬ ▬▬▬▬▬ ▬▬ ▬▬▬▬ ▬▬▬▬▬▬ ▬▬▬ ▬▬▬▬ ▬▬▬▬▬ ▬▬ ▬▬▬▬ ▬▬▬ ▬▬▬▬▬▬ ▬▬▬ ▬▬▬▬ ▬▬▬ ▬▬▬▬▬ ▬▬ ▬▬▬▬ ▬▬▬▬▬▬ ▬▬▬ ▬▬▬▬ ▬▬▬▬▬ ▬▬ ▬▬▬▬ ▬▬▬ ▬▬▬▬▬▬ ▬▬▬ ▬▬▬▬ ▬▬▬ ▬▬▬▬▬ ▬▬ ▬▬▬▬ ▬▬▬▬▬▬ ▬▬▬ ▬▬▬▬ ▬▬▬▬▬ ▬▬ ▬▬▬▬ [12, 682, 106, 776]
masthead [8, 2, 592, 17]
manouli-line3: με το οκουλιάκι [284, 594, 356, 606]
manouli-line2: τον μπακαλιάρο [283, 581, 357, 593]
col1-headline-2: Ελεύθερο Α νέα φυμεία: [29, 326, 99, 334]
section-rule [470, 372, 592, 373]
banner-text-block: ▬▬▬▬ ▬▬▬ ▬▬▬▬▬ ▬▬ ▬▬▬▬ ▬▬▬▬▬▬ ▬▬▬ ▬▬▬▬ ▬▬▬▬▬ ▬▬ ▬▬▬▬ ▬▬▬ ▬▬▬▬▬▬ ▬▬▬ ▬▬▬▬ ▬▬▬ ▬▬▬▬▬ ▬▬ ▬▬▬▬ ▬▬▬▬▬▬ ▬▬▬ ▬▬▬▬ ▬▬▬▬▬ ▬▬ ▬▬▬▬ ▬▬▬ ▬▬▬▬▬▬ ▬▬▬ ▬▬▬▬ ▬▬▬ ▬▬▬▬▬ ▬▬ ▬▬▬▬ ▬▬▬▬▬▬ ▬▬▬ ▬▬▬▬ ▬▬▬▬▬ ▬▬ ▬▬▬▬ ▬▬▬ ▬▬▬▬▬▬ ▬▬▬ ▬▬▬▬ ▬▬▬ ▬▬▬▬▬ ▬▬ ▬▬▬▬ ▬▬▬▬▬▬ ▬▬▬ ▬▬▬▬ ▬▬▬▬▬ ▬▬ ▬▬▬▬ ▬▬▬ ▬▬▬▬▬▬ ▬▬▬ ▬▬▬▬ ▬▬▬ ▬▬▬▬▬ ▬▬ ▬▬▬▬ ▬▬▬▬▬▬ ▬▬▬ ▬▬▬▬ ▬▬▬▬▬ ▬▬ ▬▬▬▬ ▬▬▬ ▬▬▬▬▬▬ ▬▬▬ ▬▬▬▬ ▬▬▬ ▬▬▬▬▬ ▬▬ ▬▬▬▬ ▬▬▬▬▬▬ ▬▬▬ ▬▬▬▬ ▬▬▬▬▬ ▬▬ ▬▬▬▬ ▬▬▬ ▬▬▬▬▬▬ ▬▬▬ ▬▬▬▬ ▬▬▬ ▬▬▬▬▬ ▬▬ ▬▬▬▬ ▬▬▬▬▬▬ ▬▬▬ ▬▬▬▬ ▬▬▬▬▬ ▬▬ ▬▬▬▬ ▬▬▬ ▬▬▬▬▬▬ ▬▬▬ ▬▬▬▬ ▬▬▬ ▬▬▬▬▬ ▬▬ ▬▬▬▬ ▬▬▬▬▬▬ [185, 82, 380, 127]
